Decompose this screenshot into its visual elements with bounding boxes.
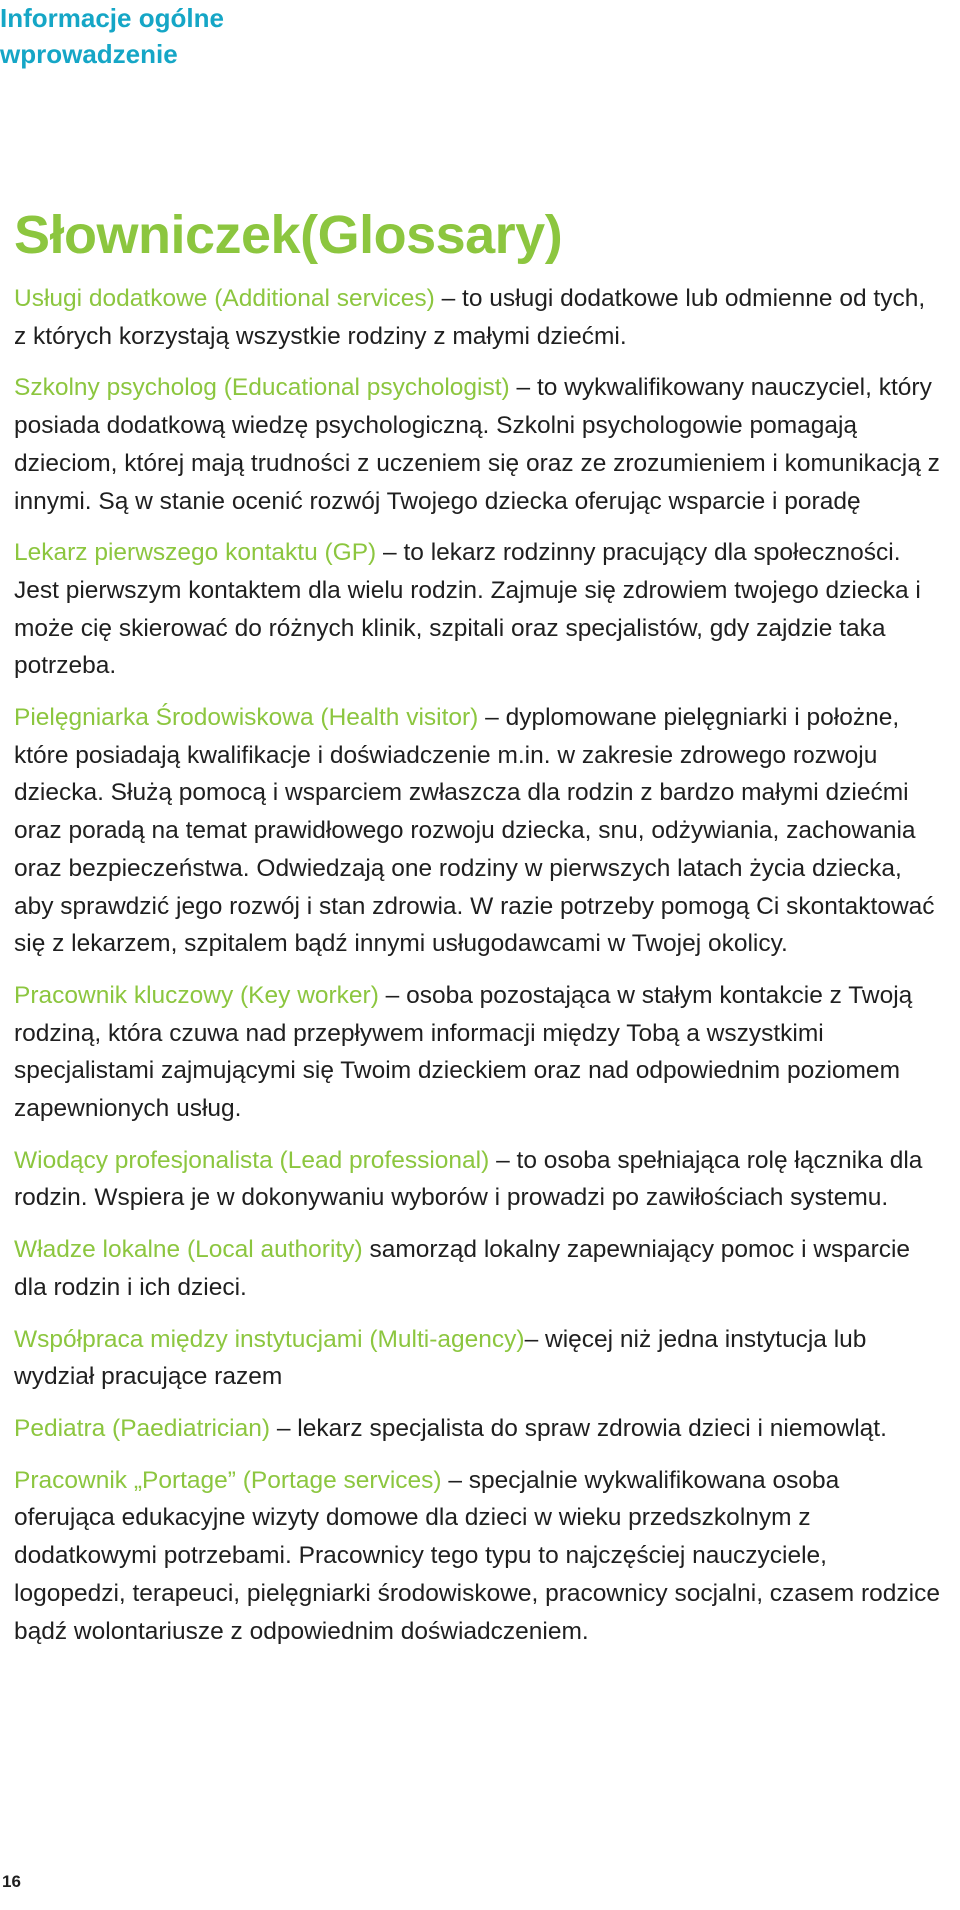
section-header xyxy=(0,0,224,72)
glossary-term: Współpraca między instytucjami (Multi-agency) xyxy=(14,1325,525,1353)
glossary-entry xyxy=(14,1410,944,1448)
glossary-definition: więcej niż jedna instytucja lub wydział pracujące razem xyxy=(14,1325,867,1391)
glossary-entry xyxy=(14,280,944,355)
glossary-term: Szkolny psycholog (Educational psychologist) xyxy=(14,374,510,402)
glossary-separator: – xyxy=(509,374,537,402)
glossary-definition: osoba pozostająca w stałym kontakcie z Twoją rodziną, która czuwa nad przepływem informacji między Tobą a wszystkimi specjalistami zajmującymi się Twoim dzieckiem oraz nad odpowiednim poziomem zapewnionych usług. xyxy=(14,981,913,1123)
glossary-separator: – xyxy=(489,1146,517,1174)
glossary-definition: lekarz specjalista do spraw zdrowia dzieci i niemowląt. xyxy=(297,1414,887,1442)
glossary-term: Wiodący profesjonalista (Lead professional) xyxy=(14,1146,490,1174)
glossary-term: Pracownik „Portage” (Portage services) xyxy=(14,1466,442,1494)
glossary-separator: – xyxy=(378,981,407,1009)
glossary-definition: specjalnie wykwalifikowana osoba oferująca edukacyjne wizyty domowe dla dzieci w wieku przedszkolnym z dodatkowymi potrzebami. Pracownicy tego typu to najczęściej nauczyciele, logopedzi, terapeuci, pielęgniarki środowiskowe, pracownicy socjalni, czasem rodzice bądź wolontariusze z odpowiednim doświadczeniem. xyxy=(14,1466,940,1645)
glossary-definition: dyplomowane pielęgniarki i położne, które posiadają kwalifikacje i doświadczenie m.in. w zakresie zdrowego rozwoju dziecka. Służą pomocą i wsparciem zwłaszcza dla rodzin z bardzo małymi dziećmi oraz poradą na temat prawidłowego rozwoju dziecka, snu, odżywiania, zachowania oraz bezpieczeństwa. Odwiedzają one rodziny w pierwszych latach życia dziecka, aby sprawdzić jego rozwój i stan zdrowia. W razie potrzeby pomogą Ci skontaktować się z lekarzem, szpitalem bądź innymi usługodawcami w Twojej okolicy. xyxy=(14,704,935,958)
glossary-definition: samorząd lokalny zapewniający pomoc i wsparcie dla rodzin i ich dzieci. xyxy=(14,1236,911,1301)
glossary-term: Usługi dodatkowe (Additional services) xyxy=(14,285,435,312)
glossary-separator: – xyxy=(478,704,506,732)
glossary-entry xyxy=(14,1231,944,1306)
glossary-separator: – xyxy=(376,539,404,567)
glossary-entry xyxy=(14,1142,944,1217)
section-header-line1: Informacje ogólne xyxy=(0,3,224,33)
glossary-separator: – xyxy=(524,1325,546,1353)
glossary-separator: – xyxy=(270,1414,298,1442)
glossary-entry xyxy=(14,977,944,1128)
glossary-definition: to wykwalifikowany nauczyciel, który posiada dodatkową wiedzę psychologiczną. Szkolni psychologowie pomagają dzieciom, której mają trudności z uczeniem się oraz ze zrozumieniem i komunikacją z innymi. Są w stanie ocenić rozwój Twojego dziecka oferując wsparcie i poradę xyxy=(14,374,940,515)
glossary-term: Władze lokalne (Local authority) xyxy=(14,1236,363,1264)
glossary-separator: – xyxy=(434,285,463,312)
section-header-line2: wprowadzenie xyxy=(0,39,178,69)
glossary-entry xyxy=(14,369,944,520)
glossary-list xyxy=(14,280,944,1664)
glossary-separator: – xyxy=(441,1466,469,1494)
glossary-term: Pediatra (Paediatrician) xyxy=(14,1414,271,1442)
glossary-term: Lekarz pierwszego kontaktu (GP) xyxy=(14,539,377,567)
glossary-entry xyxy=(14,534,944,685)
glossary-entry xyxy=(14,1321,944,1396)
glossary-definition: to usługi dodatkowe lub odmienne od tych, z których korzystają wszystkie rodziny z małymi dziećmi. xyxy=(14,285,926,350)
page-title: Słowniczek(Glossary) xyxy=(14,205,563,265)
glossary-entry xyxy=(14,699,944,963)
glossary-term: Pracownik kluczowy (Key worker) xyxy=(14,981,379,1009)
page-number: 16 xyxy=(2,1872,21,1891)
glossary-term: Pielęgniarka Środowiskowa (Health visitor) xyxy=(14,704,479,732)
glossary-entry xyxy=(14,1462,944,1651)
glossary-definition: to osoba spełniająca rolę łącznika dla rodzin. Wspiera je w dokonywaniu wyborów i prowadzi po zawiłościach systemu. xyxy=(14,1146,923,1212)
glossary-definition: to lekarz rodzinny pracujący dla społeczności. Jest pierwszym kontaktem dla wielu rodzin. Zajmuje się zdrowiem twojego dziecka i może cię skierować do różnych klinik, szpitali oraz specjalistów, gdy zajdzie taka potrzeba. xyxy=(14,539,921,680)
